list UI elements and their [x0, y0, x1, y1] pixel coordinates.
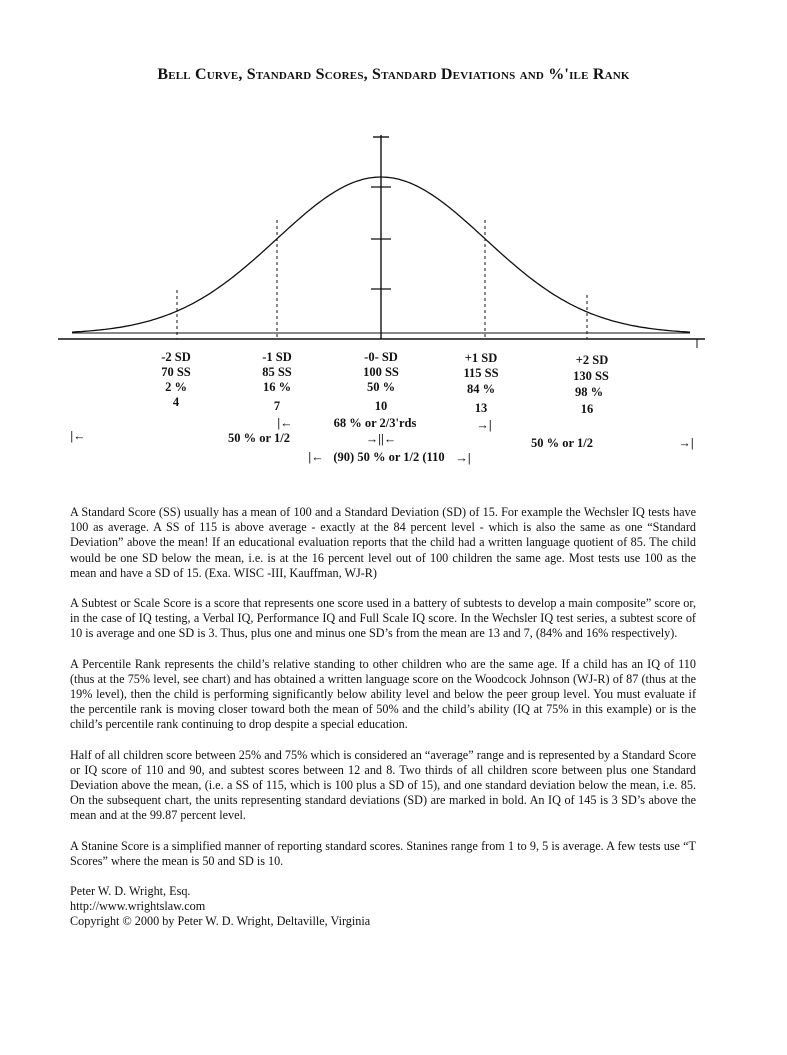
copyright-line: Copyright © 2000 by Peter W. D. Wright, Deltaville, Virginia: [70, 914, 371, 929]
sd-label: -0- SD: [364, 350, 398, 364]
range-left-half: [70, 429, 396, 446]
author-name: Peter W. D. Wright, Esq.: [70, 884, 191, 899]
right-half-label: 50 % or 1/2: [531, 436, 593, 450]
range-68-label: 68 % or 2/3'rds: [333, 416, 417, 430]
middle-band-label: (90) 50 % or 1/2 (110: [333, 450, 445, 464]
subtest-score-label: 7: [273, 399, 281, 413]
percentile-label: 50 %: [366, 380, 396, 394]
standard-score-label: 130 SS: [573, 369, 609, 383]
page-title: Bell Curve, Standard Scores, Standard Deviations and %'ile Rank: [157, 66, 630, 83]
range-68-percent: [277, 416, 491, 432]
percentile-label: 2 %: [165, 380, 187, 394]
standard-score-label: 100 SS: [363, 365, 399, 379]
right-edge-arrow: →|: [678, 436, 694, 450]
column-plus-1: [463, 351, 498, 415]
column-mean: [363, 350, 399, 413]
paragraph-standard-score: A Standard Score (SS) usually has a mean of 100 and a Standard Deviation (SD) of 15. For example the Wechsler IQ tests have 100 as average. A SS of 115 is above average - exactly at the 84 percent level - which is also the same as one “Standard Deviation” above the mean! If an educational evaluation reports that the child had a written language quotient of 85. The child would be one SD below the mean, i.e. is at the 16 percent level out of 100 children the same age. Most tests use 100 as the mean and have a SD of 15. (Exa. WISC -III, Kauffman, WJ-R): [70, 505, 696, 580]
paragraph-stanine: A Stanine Score is a simplified manner of reporting standard scores. Stanines range from 1 to 9, 5 is average. A few tests use “T Scores” where the mean is 50 and SD is 10.: [70, 838, 696, 868]
percentile-label: 84 %: [466, 382, 496, 396]
sd-label: -2 SD: [161, 350, 191, 364]
sd-label: +2 SD: [575, 353, 609, 367]
standard-score-label: 115 SS: [463, 366, 499, 380]
left-half-label: 50 % or 1/2: [228, 431, 290, 445]
paragraph-average-range: Half of all children score between 25% and 75% which is considered an “average” range and is represented by a Standard Score or IQ score of 110 and 90, and subtest scores between 12 and 8. Two thirds of all children score between plus one Standard Deviation above the mean, (i.e. a SS of 115, which is 100 plus a SD of 15), and one standard deviation below the mean, i.e. 85. On the subsequent chart, the units representing standard deviations (SD) are marked in bold. An IQ of 145 is 3 SD’s above the mean and at the 99.87 percent level.: [70, 747, 696, 823]
body-text: [70, 505, 696, 930]
column-minus-1: [262, 350, 292, 413]
subtest-score-label: 10: [374, 399, 388, 413]
left-edge-arrow: |←: [70, 429, 86, 443]
subtest-score-label: 4: [172, 395, 180, 409]
signature-block: [70, 884, 696, 930]
subtest-score-label: 16: [580, 402, 594, 416]
author-url: http://www.wrightslaw.com: [70, 899, 206, 914]
column-plus-2: [573, 353, 609, 416]
sd-label: -1 SD: [262, 350, 292, 364]
middle-band-left-arrow: |←: [308, 450, 324, 464]
range-right-half: [531, 436, 694, 450]
column-minus-2: [161, 350, 191, 409]
sd-label: +1 SD: [464, 351, 498, 365]
subtest-score-label: 13: [474, 401, 488, 415]
paragraph-subtest-score: A Subtest or Scale Score is a score that represents one score used in a battery of subtests to develop a main composite” score or, in the case of IQ testing, a Verbal IQ, Performance IQ and Full Scale IQ score. In the Wechsler IQ test series, a subtest score of 10 is average and one SD is 3. Thus, plus one and minus one SD’s from the mean are 13 and 7, (84% and 16% respectively).: [70, 596, 696, 641]
standard-score-label: 70 SS: [161, 365, 191, 379]
percentile-label: 16 %: [262, 380, 292, 394]
middle-band-right-arrow: →|: [455, 451, 471, 465]
paragraph-percentile-rank: A Percentile Rank represents the child’s relative standing to other children who are the same age. If a child has an IQ of 110 (thus at the 75% level, see chart) and has obtained a written language score on the Woodcock Johnson (WJ-R) of 87 (thus at the 19% level), then the child is performing significantly below ability level and below the peer group level. You must evaluate if the percentile rank is moving closer toward both the mean of 50% and the child’s ability (IQ at 75% in this example) or is the child’s percentile rank continuing to drop despite a special education.: [70, 656, 696, 732]
standard-score-label: 85 SS: [262, 365, 292, 379]
percentile-label: 98 %: [574, 385, 604, 399]
bell-curve-figure: [0, 120, 787, 480]
mean-converging-arrows: →||←: [365, 432, 397, 446]
range-right-bracket-arrow: →|: [476, 418, 492, 432]
range-middle-band: [308, 450, 470, 465]
range-left-bracket-arrow: |←: [277, 416, 293, 430]
